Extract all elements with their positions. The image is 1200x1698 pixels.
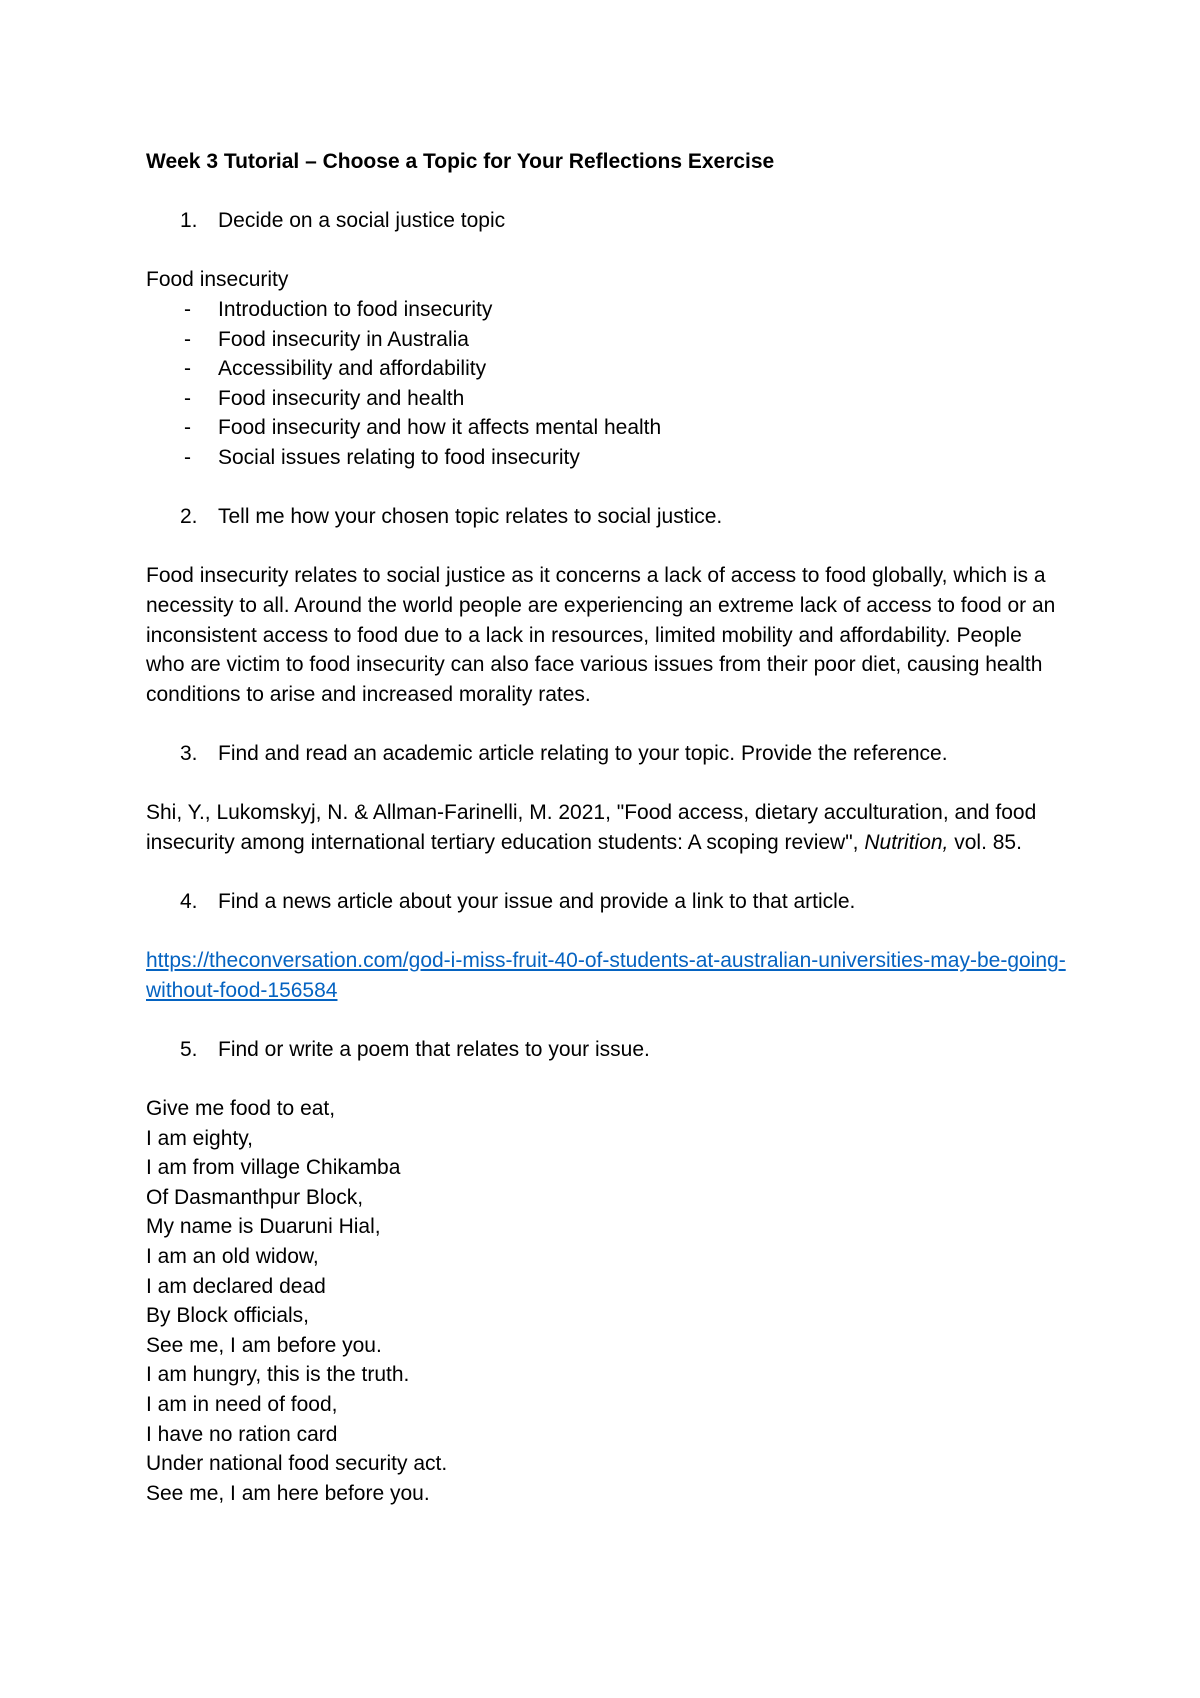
question-text: Find a news article about your issue and provide a link to that article. <box>218 889 856 913</box>
answer-paragraph: Food insecurity relates to social justice as it concerns a lack of access to food globally, which is a necessity to all. Around the world people are experiencing an extreme lack of access to food or an inconsistent access to food due to a lack in resources, limited mobility and affordability. People who are victim to food insecurity can also face various issues from their poor diet, causing health conditions to arise and increased morality rates. <box>146 564 1056 706</box>
question-2 <box>146 502 1080 532</box>
question-number: 4. <box>180 889 198 913</box>
bullet-dash: - <box>184 386 191 410</box>
bullet-dash: - <box>184 327 191 351</box>
question-text: Find and read an academic article relating to your topic. Provide the reference. <box>218 741 948 765</box>
list-item <box>146 443 1080 473</box>
poem-line: I am eighty, <box>146 1126 253 1150</box>
poem <box>146 1094 1080 1508</box>
question-text: Decide on a social justice topic <box>218 209 506 233</box>
topic-heading: Food insecurity <box>146 268 289 292</box>
question-number: 1. <box>180 209 198 233</box>
poem-line: See me, I am before you. <box>146 1333 382 1357</box>
topic-list <box>146 295 1080 473</box>
poem-line: I am from village Chikamba <box>146 1156 401 1180</box>
list-item <box>146 295 1080 325</box>
poem-line: Of Dasmanthpur Block, <box>146 1185 364 1209</box>
poem-line: I am in need of food, <box>146 1392 338 1416</box>
poem-line: I am hungry, this is the truth. <box>146 1363 410 1387</box>
question-number: 5. <box>180 1037 198 1061</box>
list-item <box>146 384 1080 414</box>
news-article-link[interactable]: https://theconversation.com/god-i-miss-fruit-40-of-students-at-australian-universities-may-be-going-without-food-156584 <box>146 949 1066 1002</box>
list-item-text: Social issues relating to food insecurity <box>218 445 580 469</box>
list-item-text: Food insecurity in Australia <box>218 327 469 351</box>
poem-line: By Block officials, <box>146 1304 310 1328</box>
reference-volume: vol. 85. <box>948 830 1022 854</box>
bullet-dash: - <box>184 357 191 381</box>
list-item <box>146 413 1080 443</box>
question-4 <box>146 887 1080 917</box>
list-item-text: Food insecurity and health <box>218 386 465 410</box>
poem-line: Give me food to eat, <box>146 1097 336 1120</box>
article-reference <box>146 798 1066 857</box>
list-item-text: Introduction to food insecurity <box>218 297 493 321</box>
bullet-dash: - <box>184 297 191 321</box>
question-1 <box>146 206 1080 236</box>
bullet-dash: - <box>184 416 191 440</box>
question-5 <box>146 1035 1080 1065</box>
poem-line: My name is Duaruni Hial, <box>146 1215 381 1239</box>
page-title: Week 3 Tutorial – Choose a Topic for Your Reflections Exercise <box>146 150 775 173</box>
document-body <box>146 147 1080 1508</box>
bullet-dash: - <box>184 445 191 469</box>
question-number: 2. <box>180 505 198 529</box>
journal-name: Nutrition, <box>864 830 949 854</box>
question-text: Find or write a poem that relates to your issue. <box>218 1037 650 1061</box>
list-item <box>146 354 1080 384</box>
poem-line: I am an old widow, <box>146 1244 319 1268</box>
poem-line: I have no ration card <box>146 1422 338 1446</box>
question-3 <box>146 739 1080 769</box>
list-item-text: Food insecurity and how it affects mental health <box>218 416 662 440</box>
question-number: 3. <box>180 741 198 765</box>
question-text: Tell me how your chosen topic relates to social justice. <box>218 505 723 529</box>
poem-line: I am declared dead <box>146 1274 326 1298</box>
reference-text: Shi, Y., Lukomskyj, N. & Allman-Farinelli, M. 2021, "Food access, dietary acculturation, and food insecurity among international tertiary education students: A scoping review", <box>146 801 1037 854</box>
list-item-text: Accessibility and affordability <box>218 357 487 381</box>
list-item <box>146 325 1080 355</box>
poem-line: See me, I am here before you. <box>146 1481 430 1505</box>
poem-line: Under national food security act. <box>146 1452 448 1476</box>
